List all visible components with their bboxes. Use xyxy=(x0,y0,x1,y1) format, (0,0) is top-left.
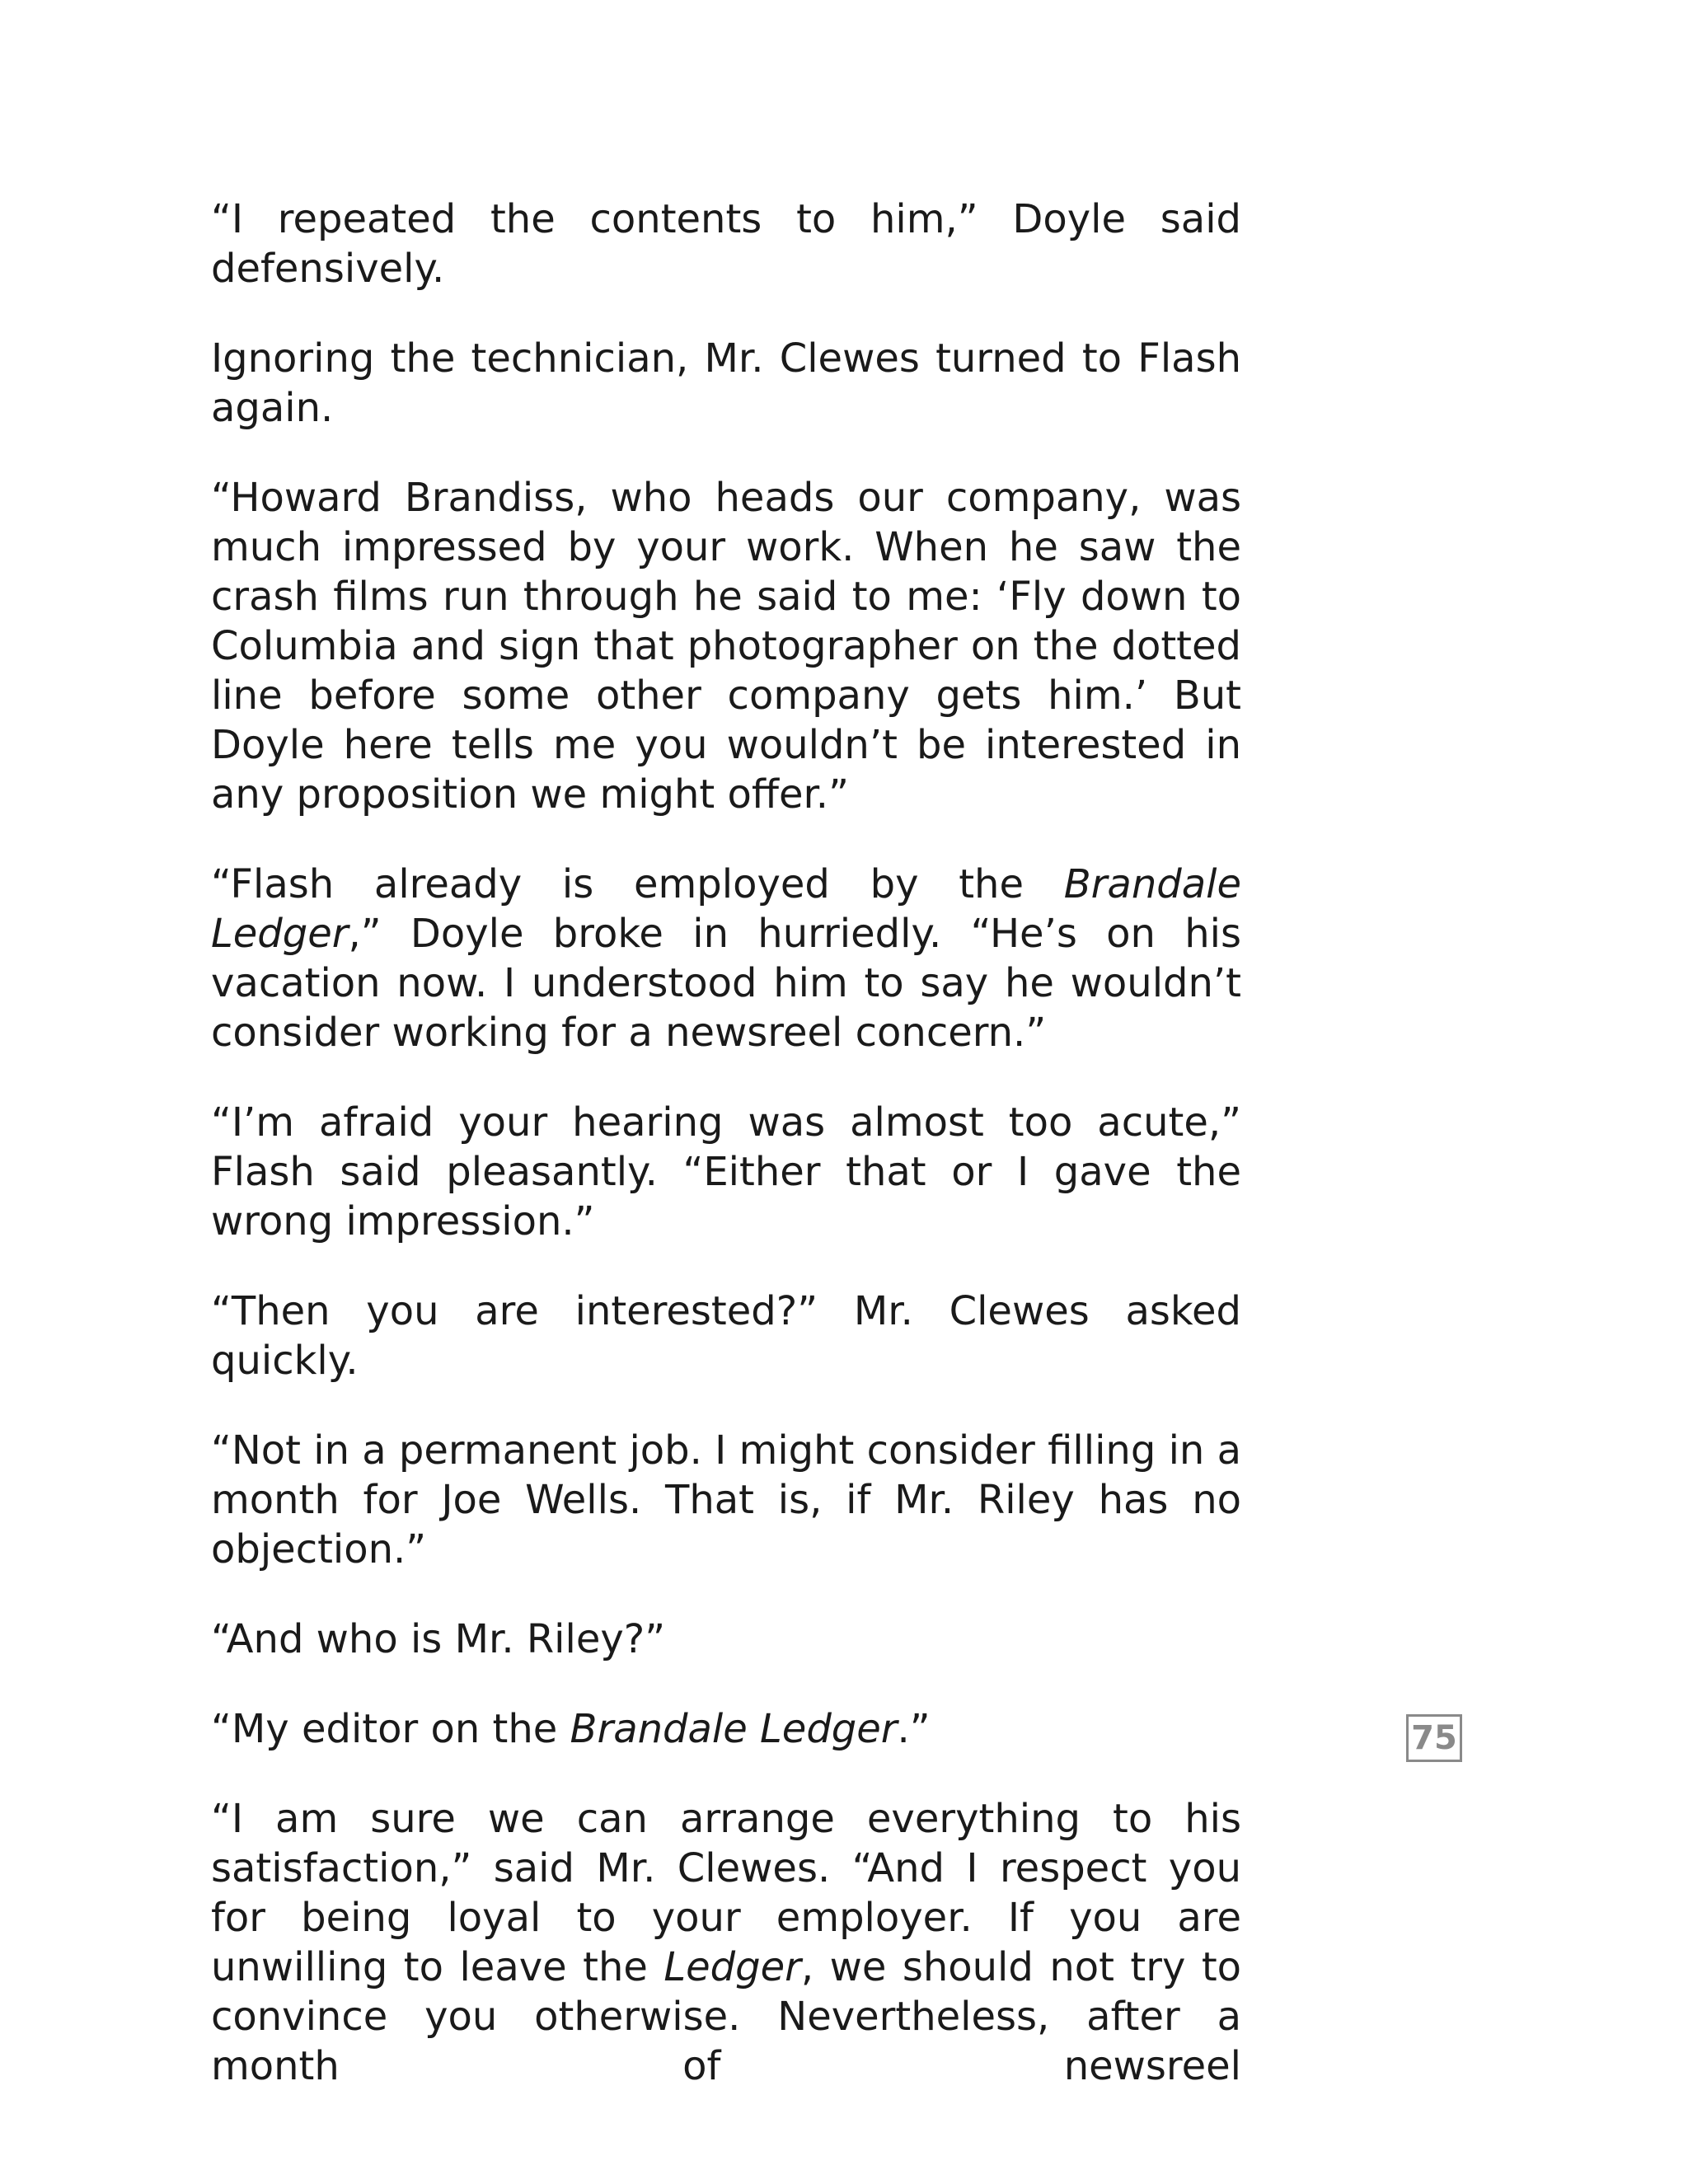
paragraph-2 xyxy=(211,334,1241,433)
paragraph-text: “I’m afraid your hearing was almost too acute,” Flash said pleasantly. “Either that or I gave the wrong impression.” xyxy=(211,1099,1241,1244)
paragraph-8 xyxy=(211,1615,1241,1664)
paragraph-10 xyxy=(211,1794,1241,2091)
paragraph-text: Ignoring the technician, Mr. Clewes turned to Flash again. xyxy=(211,335,1241,431)
paragraph-text: .” xyxy=(897,1706,931,1752)
paragraph-text: “I am sure we can arrange everything to his satisfaction,” said Mr. Clewes. “And I respect you for being loyal to your employer. If you are unwilling to leave the xyxy=(211,1796,1241,1990)
newspaper-title: Ledger xyxy=(663,1944,801,1990)
paragraph-text: “My editor on the xyxy=(211,1706,570,1752)
newspaper-title: Brandale Ledger xyxy=(211,861,1241,957)
newspaper-title: Brandale Ledger xyxy=(570,1706,898,1752)
paragraph-text: “Then you are interested?” Mr. Clewes asked quickly. xyxy=(211,1288,1241,1384)
paragraph-1 xyxy=(211,194,1241,293)
paragraph-4 xyxy=(211,860,1241,1057)
paragraph-text: “Not in a permanent job. I might consider filling in a month for Joe Wells. That is, if Mr. Riley has no objection.” xyxy=(211,1427,1241,1572)
paragraph-5 xyxy=(211,1098,1241,1246)
page-number-badge: 75 xyxy=(1406,1714,1462,1762)
paragraph-6 xyxy=(211,1286,1241,1385)
text-column xyxy=(211,194,1241,2091)
paragraph-text: “Flash already is employed by the xyxy=(211,861,1064,907)
paragraph-7 xyxy=(211,1426,1241,1574)
paragraph-text: ,” Doyle broke in hurriedly. “He’s on his vacation now. I understood him to say he wouldn’t consider working for a newsreel concern.” xyxy=(211,911,1241,1056)
paragraph-text: “Howard Brandiss, who heads our company, was much impressed by your work. When he saw the crash films run through he said to me: ‘Fly down to Columbia and sign that photographer on the dotted line before some other company gets him.’ But Doyle here tells me you wouldn’t be interested in any proposition we might offer.” xyxy=(211,475,1241,818)
paragraph-text: “And who is Mr. Riley?” xyxy=(211,1616,666,1662)
paragraph-3 xyxy=(211,473,1241,819)
paragraph-text: , we should not try to convince you otherwise. Nevertheless, after a month of newsreel xyxy=(211,1944,1242,2089)
paragraph-9 xyxy=(211,1704,1241,1754)
paragraph-text: “I repeated the contents to him,” Doyle said defensively. xyxy=(211,196,1241,292)
